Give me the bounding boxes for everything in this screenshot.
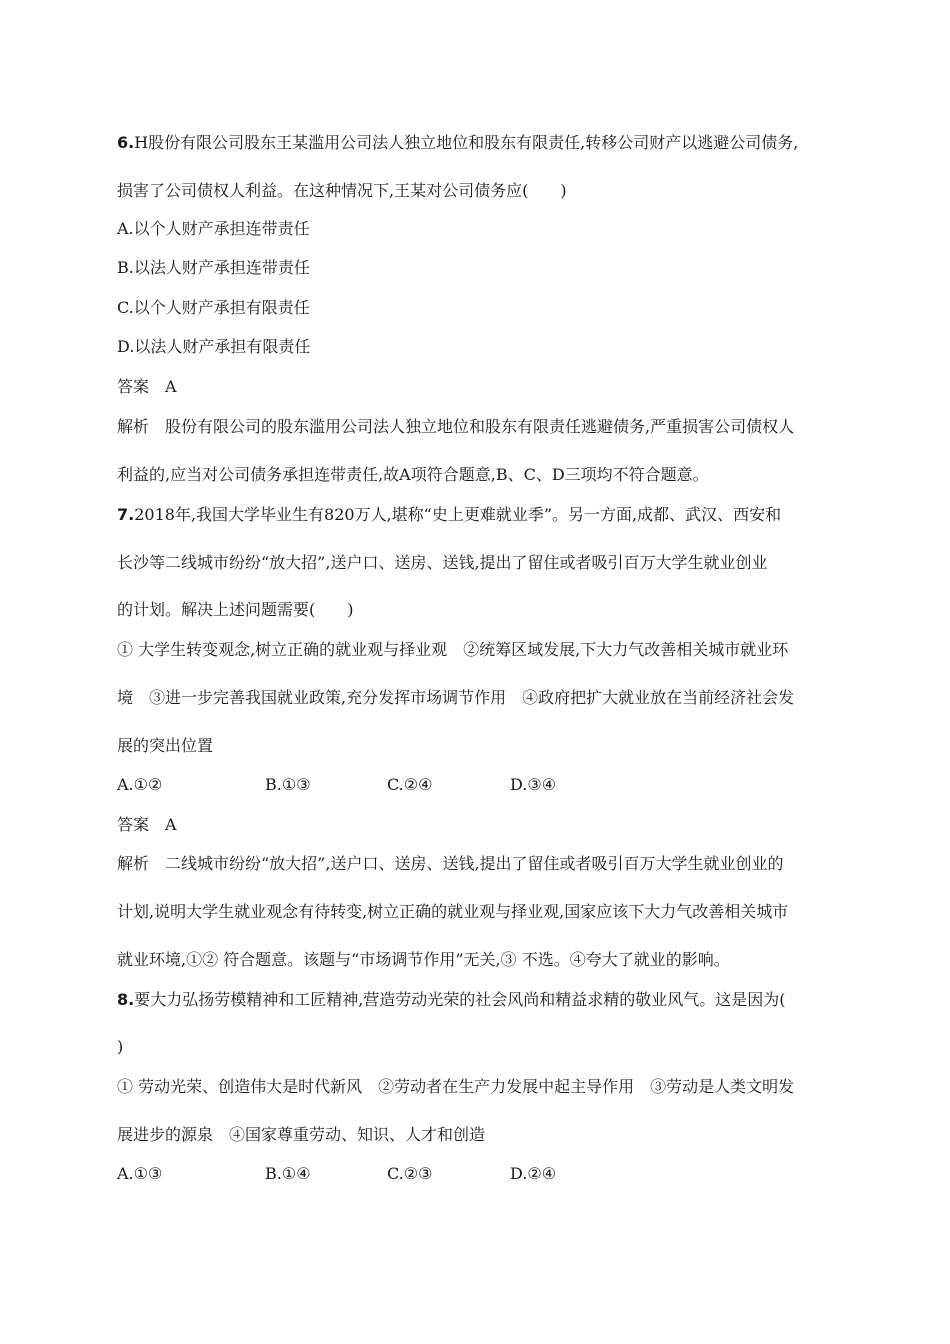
q8-number: 8. — [117, 990, 135, 1009]
q8-items-line-2: 展进步的源泉 ④国家尊重劳动、知识、人才和创造 — [117, 1125, 486, 1144]
q7-options — [117, 775, 837, 795]
q7-items-line-1: ① 大学生转变观念,树立正确的就业观与择业观 ②统筹区域发展,下大力气改善相关城市就业环 — [117, 640, 789, 659]
q7-stem-line-1: 7.2018年,我国大学毕业生有820万人,堪称“史上更难就业季”。另一方面,成都、武汉、西安和 — [117, 505, 782, 524]
q8-items-line-1: ① 劳动光荣、创造伟大是时代新风 ②劳动者在生产力发展中起主导作用 ③劳动是人类文明发 — [117, 1077, 795, 1096]
q6-stem-line-1: 6.H股份有限公司股东王某滥用公司法人独立地位和股东有限责任,转移公司财产以逃避公司债务, — [117, 133, 799, 152]
q8-option-c: C.②③ — [387, 1164, 433, 1183]
q6-analysis-line-2: 利益的,应当对公司债务承担连带责任,故A项符合题意,B、C、D三项均不符合题意。 — [117, 465, 709, 484]
q7-option-c: C.②④ — [387, 775, 433, 794]
q7-option-d: D.③④ — [510, 775, 557, 794]
q6-option-b: B.以法人财产承担连带责任 — [117, 258, 310, 277]
q7-analysis-line-1: 解析 二线城市纷纷“放大招”,送户口、送房、送钱,提出了留住或者吸引百万大学生就业创业的 — [117, 854, 784, 873]
q6-option-a: A.以个人财产承担连带责任 — [117, 219, 310, 238]
q7-answer: 答案 A — [117, 815, 177, 834]
q8-options — [117, 1164, 837, 1184]
q6-option-c: C.以个人财产承担有限责任 — [117, 298, 310, 317]
q7-analysis-line-2: 计划,说明大学生就业观念有待转变,树立正确的就业观与择业观,国家应该下大力气改善相关城市 — [117, 902, 789, 921]
q8-option-d: D.②④ — [510, 1164, 557, 1183]
q7-items-line-3: 展的突出位置 — [117, 736, 214, 755]
q6-stem-line-2: 损害了公司债权人利益。在这种情况下,王某对公司债务应( ) — [117, 181, 567, 200]
q7-items-line-2: 境 ③进一步完善我国就业政策,充分发挥市场调节作用 ④政府把扩大就业放在当前经济社会发 — [117, 688, 795, 707]
q8-stem-line-1: 8.要大力弘扬劳模精神和工匠精神,营造劳动光荣的社会风尚和精益求精的敬业风气。这是因为( — [117, 990, 786, 1009]
q7-option-b: B.①③ — [265, 775, 311, 794]
q6-option-d: D.以法人财产承担有限责任 — [117, 337, 311, 356]
q6-analysis-line-1: 解析 股份有限公司的股东滥用公司法人独立地位和股东有限责任逃避债务,严重损害公司债权人 — [117, 417, 795, 436]
q8-option-a: A.①③ — [117, 1164, 163, 1183]
q7-stem-line-2: 长沙等二线城市纷纷“放大招”,送户口、送房、送钱,提出了留住或者吸引百万大学生就业创业 — [117, 553, 768, 572]
q8-option-b: B.①④ — [265, 1164, 311, 1183]
q7-stem-line-3: 的计划。解决上述问题需要( ) — [117, 600, 354, 619]
q6-answer: 答案 A — [117, 377, 177, 396]
q7-number: 7. — [117, 505, 135, 524]
q7-option-a: A.①② — [117, 775, 163, 794]
q6-number: 6. — [117, 133, 135, 152]
q8-stem-line-2: ) — [117, 1037, 124, 1056]
q7-analysis-line-3: 就业环境,①② 符合题意。该题与“市场调节作用”无关,③ 不选。④夸大了就业的影响。 — [117, 950, 730, 969]
